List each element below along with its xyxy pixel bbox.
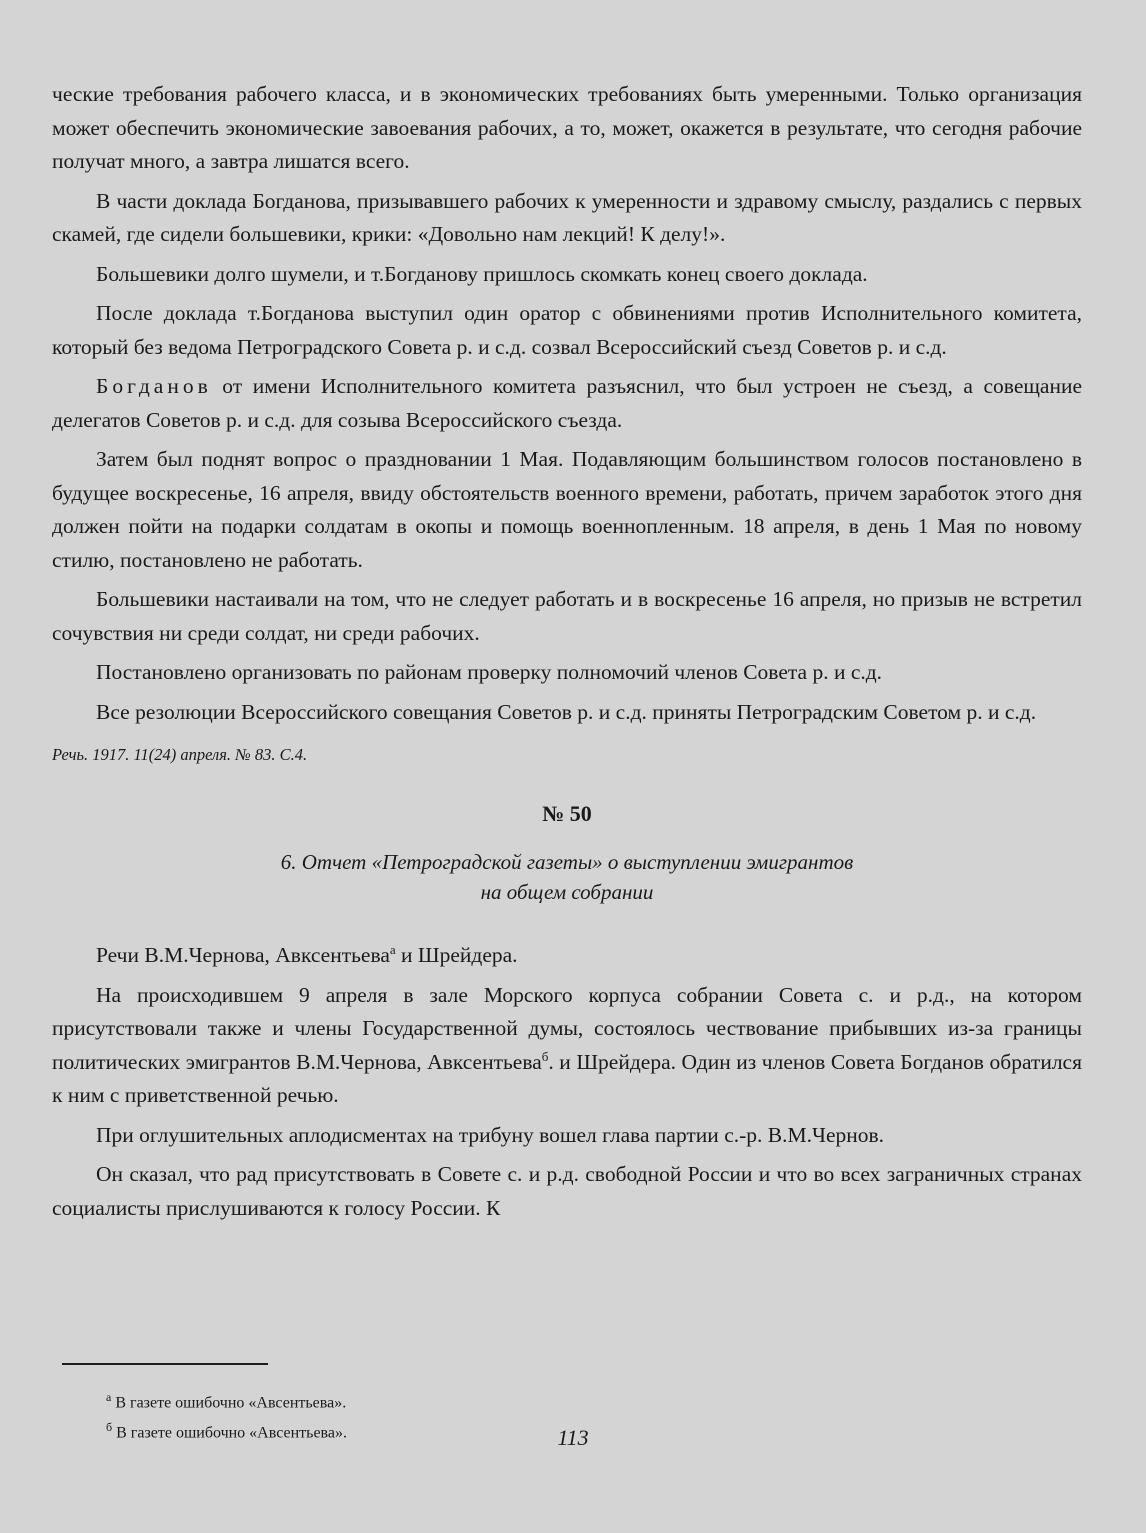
spaced-name: Богданов [96,374,212,398]
footnote-text: В газете ошибочно «Авсентьева». [116,1424,347,1442]
paragraph: На происходившем 9 апреля в зале Морского корпуса собрании Совета с. и р.д., на котором присутствовали также и члены Государственной думы, состоялось чествование прибывших из-за границы политических эмигрантов В.М.Чернова, Авксентьева$^б$. и Шрейдера. Один из членов Совета Богданов обратился к ним с приветственной речью. [52,982,1082,1107]
footnote-mark: б [106,1420,113,1435]
paragraph: После доклада т.Богданова выступил один оратор с обвинениями против Исполнительного комитета, который без ведома Петроградского Совета р. и с.д. созвал Всероссийский съезд Советов р. и с.д. [52,301,1082,359]
document-number: № 50 [542,801,592,826]
paragraph-continuation: ческие требования рабочего класса, и в экономических требованиях быть умеренными. Только организация может обеспечить экономические завоевания рабочих, а то, может, окажется в результате, что сегодня рабочие получат много, а завтра лишатся всего. [52,82,1082,173]
document-title-line: 6. Отчет «Петроградской газеты» о выступлении эмигрантов [280,850,854,874]
footnote-mark: а [106,1390,112,1404]
paragraph [52,370,1082,437]
footnote-text: В газете ошибочно «Авсентьева». [115,1394,347,1412]
page-number: 113 [557,1425,589,1450]
footnote-divider [62,1363,268,1365]
paragraph: Большевики настаивали на том, что не следует работать и в воскресенье 16 апреля, но призыв не встретил сочувствия ни среди солдат, ни среди рабочих. [52,587,1082,645]
footnote [106,1385,347,1415]
paragraph: В части доклада Богданова, призывавшего рабочих к умеренности и здравому смыслу, раздались с первых скамей, где сидели большевики, крики: «Довольно нам лекций! К делу!». [52,188,1082,246]
paragraph: Затем был поднят вопрос о праздновании 1 Мая. Подавляющим большинством голосов постановлено в будущее воскресенье, 16 апреля, ввиду обстоятельств военного времени, работать, причем заработок этого дня должен пойти на подарки солдатам в окопы и помощь военнопленным. 18 апреля, в день 1 Мая по новому стилю, постановлено не работать. [52,447,1082,572]
paragraph: Он сказал, что рад присутствовать в Совете с. и р.д. свободной России и что во всех заграничных странах социалисты прислушиваются к голосу России. К [52,1162,1082,1220]
footnote-marker: б [541,1048,549,1064]
source-citation: Речь. 1917. 11(24) апреля. № 83. С.4. [52,745,308,764]
document-title [52,847,1082,907]
paragraph-text: от имени Исполнительного комитета разъяснил, что был устроен не съезд, а совещание делегатов Советов р. и с.д. для созыва Всероссийского съезда. [52,374,1083,432]
paragraph: Все резолюции Всероссийского совещания Советов р. и с.д. приняты Петроградским Советом р. и с.д. [96,699,1037,724]
paragraph: Речи В.М.Чернова, Авксентьева$^а$ и Шрейдера. [96,941,518,967]
main-text [52,78,1082,1231]
paragraph: Постановлено организовать по районам проверку полномочий членов Совета р. и с.д. [96,660,883,684]
footnote-marker: а [389,941,396,957]
paragraph: Большевики долго шумели, и т.Богданову пришлось скомкать конец своего доклада. [96,261,868,286]
document-title-line: на общем собрании [480,880,654,904]
paragraph: При оглушительных аплодисментах на трибуну вошел глава партии с.-р. В.М.Чернов. [96,1122,885,1147]
